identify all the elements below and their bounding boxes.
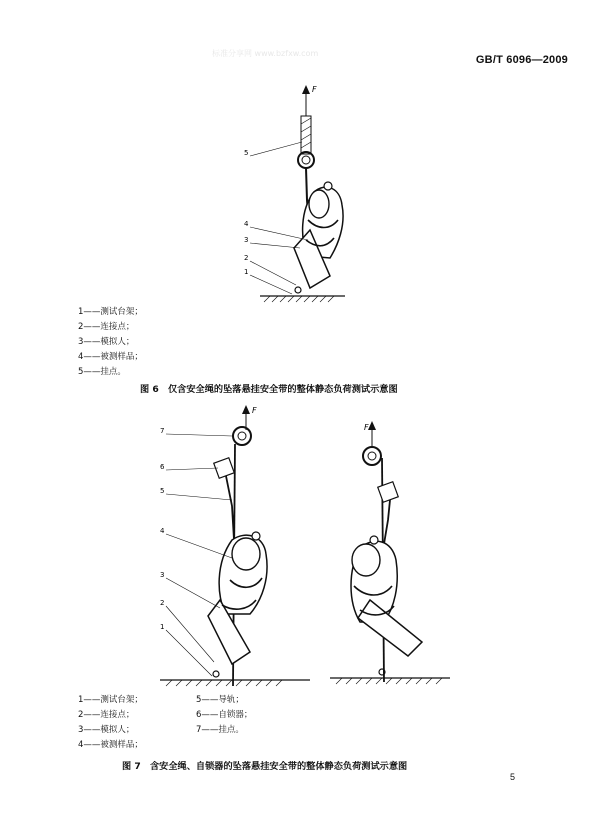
callout-1: 1 xyxy=(244,268,249,276)
standard-code: GB/T 6096—2009 xyxy=(475,54,568,66)
legend-item: 1——测试台架； xyxy=(78,695,143,705)
legend-item: 5——导轨； xyxy=(196,695,244,705)
legend-item: 2——连接点； xyxy=(78,322,135,332)
force-label: F xyxy=(364,423,369,432)
legend-item: 7——挂点。 xyxy=(196,725,244,735)
dummy-figure xyxy=(208,532,267,664)
legend-item: 4——被测样品； xyxy=(78,740,143,750)
legend-item: 3——模拟人； xyxy=(78,725,135,735)
figure-7-legend xyxy=(78,693,378,755)
callout-7: 7 xyxy=(160,427,165,435)
force-label: F xyxy=(252,406,257,415)
legend-item: 4——被测样品； xyxy=(78,352,143,362)
figure-6-legend xyxy=(78,305,143,380)
callout-5: 5 xyxy=(244,149,249,157)
figure-7-right-diagram xyxy=(330,410,490,690)
legend-item: 2——连接点； xyxy=(78,710,135,720)
dummy-figure xyxy=(294,182,343,288)
figure-6-diagram xyxy=(230,80,360,305)
legend-item: 5——挂点。 xyxy=(78,367,126,377)
force-label: F xyxy=(312,85,317,94)
callout-2: 2 xyxy=(244,254,249,262)
callout-2: 2 xyxy=(160,599,165,607)
legend-item: 1——测试台架； xyxy=(78,307,143,317)
legend-item: 3——模拟人； xyxy=(78,337,135,347)
figure-6-caption: 图 6 仅含安全绳的坠落悬挂安全带的整体静态负荷测试示意图 xyxy=(140,384,398,395)
callout-6: 6 xyxy=(160,463,165,471)
legend-item: 6——自锁器； xyxy=(196,710,253,720)
figure-7-caption: 图 7 含安全绳、自锁器的坠落悬挂安全带的整体静态负荷测试示意图 xyxy=(122,761,408,772)
callout-3: 3 xyxy=(244,236,249,244)
callout-5: 5 xyxy=(160,487,165,495)
figure-7-left-diagram xyxy=(150,400,310,690)
callout-4: 4 xyxy=(244,220,249,228)
watermark: 标准分享网 www.bzfxw.com xyxy=(212,49,319,58)
callout-4: 4 xyxy=(160,527,165,535)
dummy-figure xyxy=(351,536,422,656)
callout-3: 3 xyxy=(160,571,165,579)
page-number: 5 xyxy=(510,772,516,782)
callout-1: 1 xyxy=(160,623,165,631)
